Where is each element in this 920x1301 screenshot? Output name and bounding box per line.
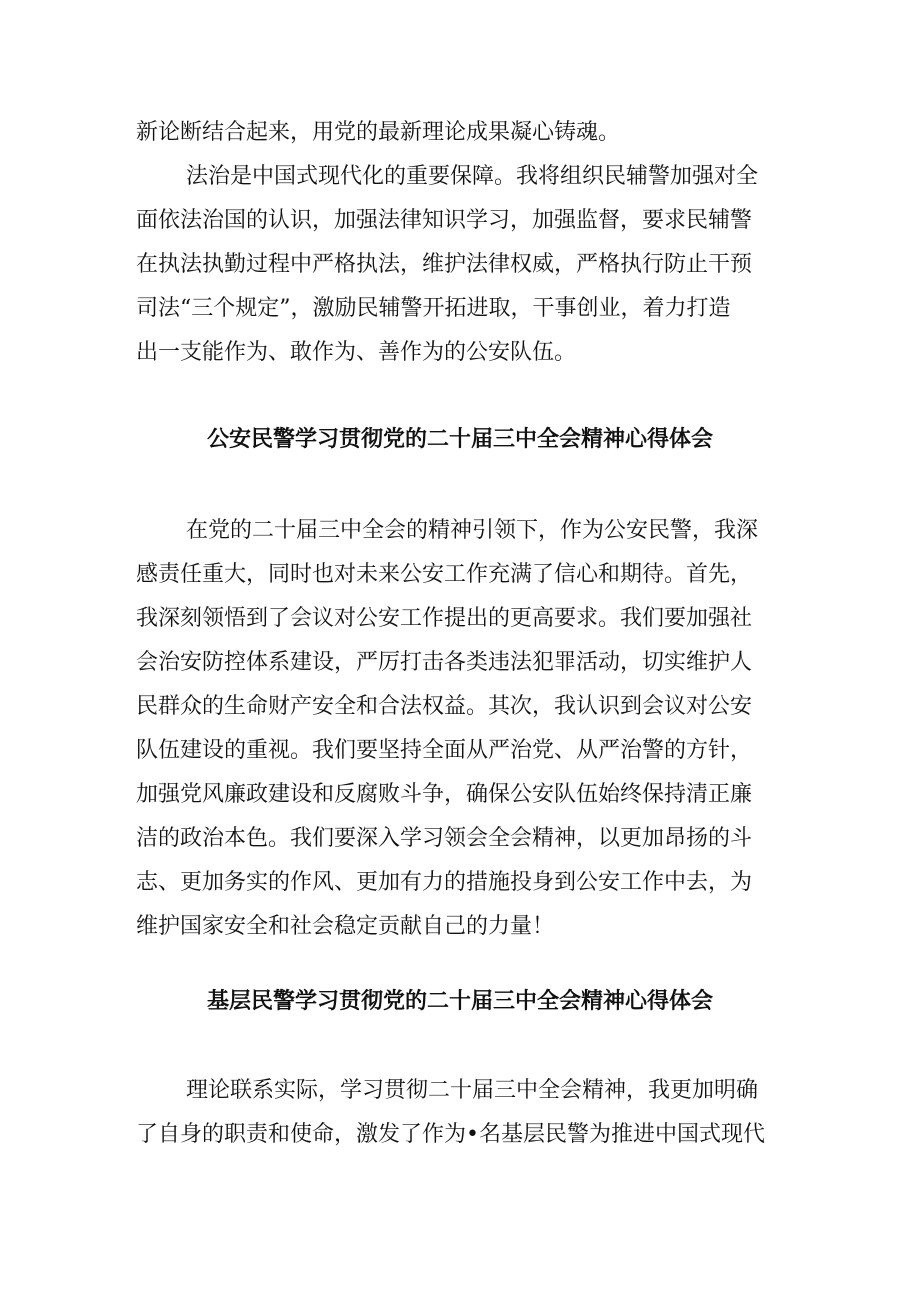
section-1-line: 感责任重大，同时也对未来公安工作充满了信心和期待。首先， xyxy=(136,562,753,587)
section-1-line: 会治安防控体系建设，严厉打击各类违法犯罪活动，切实维护人 xyxy=(136,650,753,675)
paragraph-line: 法治是中国式现代化的重要保障。我将组织民辅警加强对全 xyxy=(186,164,759,189)
paragraph-line: 在执法执勤过程中严格执法，维护法律权威，严格执行防止干预 xyxy=(136,252,753,277)
section-2-line: 了自身的职责和使命，激发了作为•名基层民警为推进中国式现代 xyxy=(136,1122,765,1147)
section-1-line: 志、更加务实的作风、更加有力的措施投身到公安工作中去，为 xyxy=(136,870,753,895)
section-1-line: 我深刻领悟到了会议对公安工作提出的更高要求。我们要加强社 xyxy=(136,606,753,631)
section-1-line: 维护国家安全和社会稳定贡献自己的力量！ xyxy=(136,914,555,939)
paragraph-line: 司法“三个规定”，激励民辅警开拓进取，干事创业，着力打造 xyxy=(136,296,731,321)
section-1-line: 队伍建设的重视。我们要坚持全面从严治党、从严治警的方针， xyxy=(136,738,753,763)
section-1-line: 在党的二十届三中全会的精神引领下，作为公安民警，我深 xyxy=(186,518,759,543)
section-2-title: 基层民警学习贯彻党的二十届三中全会精神心得体会 xyxy=(206,989,713,1014)
section-1-line: 加强党风廉政建设和反腐败斗争，确保公安队伍始终保持清正廉 xyxy=(136,782,753,807)
paragraph-line: 面依法治国的认识，加强法律知识学习，加强监督，要求民辅警 xyxy=(136,208,753,233)
paragraph-line: 出一支能作为、敢作为、善作为的公安队伍。 xyxy=(136,340,577,365)
intro-line: 新论断结合起来，用党的最新理论成果凝心铸魂。 xyxy=(136,120,621,145)
section-1-line: 洁的政治本色。我们要深入学习领会全会精神，以更加昂扬的斗 xyxy=(136,826,753,851)
section-1-title: 公安民警学习贯彻党的二十届三中全会精神心得体会 xyxy=(206,427,713,452)
section-1-line: 民群众的生命财产安全和合法权益。其次，我认识到会议对公安 xyxy=(136,694,753,719)
section-2-line: 理论联系实际，学习贯彻二十届三中全会精神，我更加明确 xyxy=(186,1078,759,1103)
